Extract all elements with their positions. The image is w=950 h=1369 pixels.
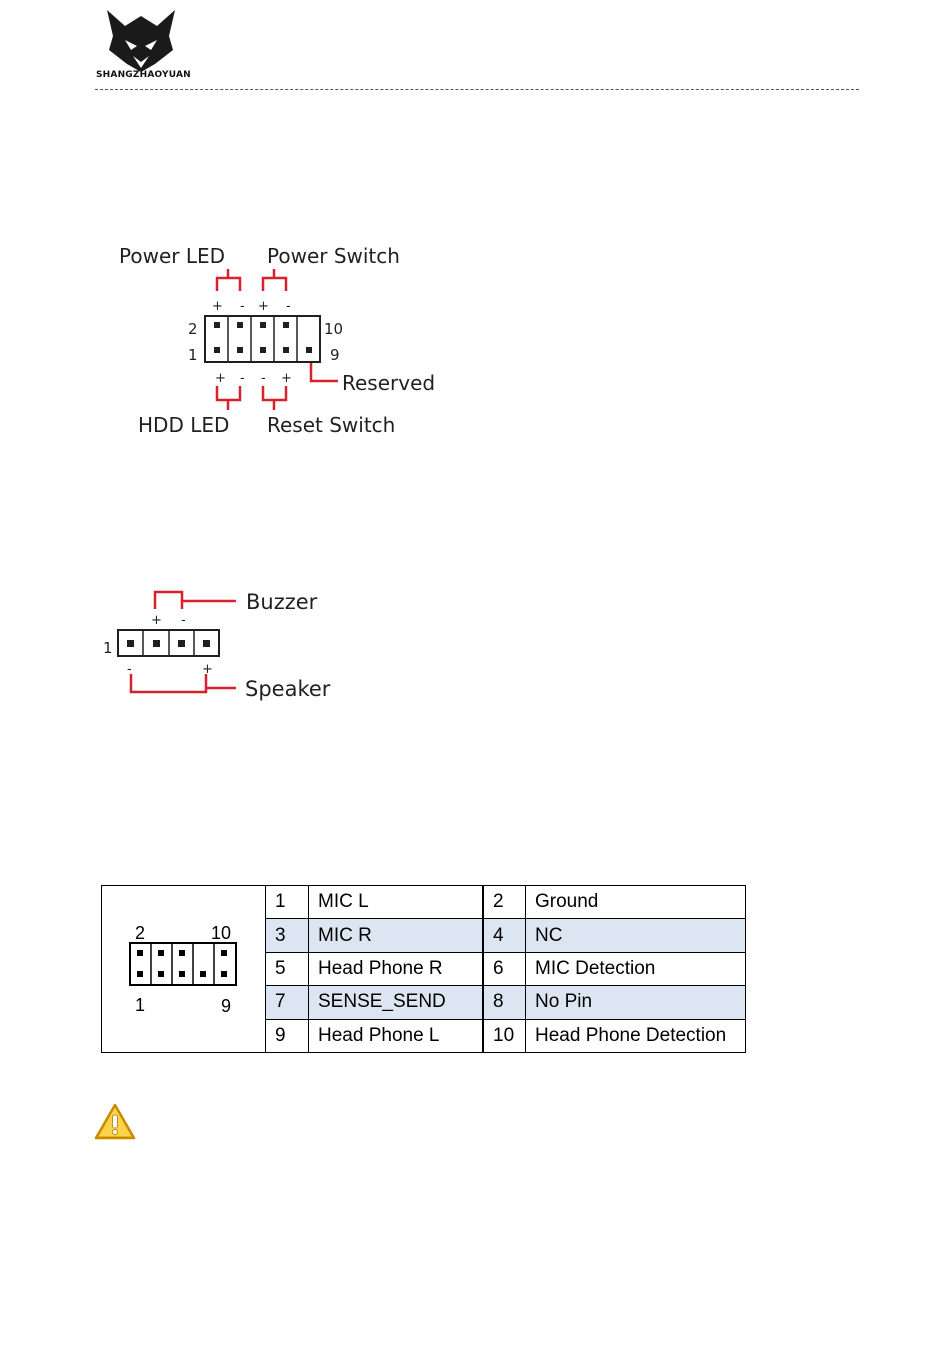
- header-divider: [95, 89, 859, 90]
- polarity-plus: +: [151, 613, 162, 628]
- power-led-label: Power LED: [119, 244, 226, 268]
- power-switch-label: Power Switch: [267, 244, 400, 268]
- table-row: [102, 886, 746, 919]
- pin-signal: MIC L: [309, 886, 484, 919]
- pin-number-1: 1: [103, 639, 113, 657]
- diagram-pin-2: 2: [135, 923, 146, 943]
- brand-name: SHANGZHAOYUAN: [96, 70, 191, 80]
- audio-pin-table: [101, 885, 746, 1053]
- pin-signal: Ground: [526, 886, 746, 919]
- pin-number: 5: [266, 952, 309, 985]
- pin-signal: Head Phone Detection: [526, 1019, 746, 1052]
- pin-signal: MIC Detection: [526, 952, 746, 985]
- reserved-label: Reserved: [342, 371, 436, 395]
- hdd-led-label: HDD LED: [138, 413, 230, 437]
- polarity-minus: -: [261, 371, 266, 386]
- audio-header-diagram-cell: [102, 886, 266, 1053]
- pin-number: 8: [483, 986, 526, 1019]
- pin-signal: Head Phone R: [309, 952, 484, 985]
- pin-signal: Head Phone L: [309, 1019, 484, 1052]
- pin-number: 4: [483, 919, 526, 952]
- pin-number: 1: [266, 886, 309, 919]
- buzzer-speaker-diagram: [98, 584, 358, 708]
- pin-number-2: 2: [188, 320, 198, 338]
- pin-signal: MIC R: [309, 919, 484, 952]
- pin-number: 10: [483, 1019, 526, 1052]
- diagram-pin-10: 10: [211, 923, 232, 943]
- buzzer-label: Buzzer: [246, 590, 318, 614]
- pin-number: 6: [483, 952, 526, 985]
- pin-number: 3: [266, 919, 309, 952]
- pin-number: 9: [266, 1019, 309, 1052]
- polarity-plus: +: [215, 371, 226, 386]
- polarity-minus: -: [181, 613, 186, 628]
- front-panel-diagram: [110, 236, 450, 442]
- polarity-minus: -: [286, 299, 291, 314]
- polarity-minus: -: [240, 371, 245, 386]
- pin-number-1: 1: [188, 346, 198, 364]
- polarity-minus: -: [240, 299, 245, 314]
- pin-signal: NC: [526, 919, 746, 952]
- pin-number-9: 9: [330, 346, 340, 364]
- pin-signal: SENSE_SEND: [309, 986, 484, 1019]
- diagram-pin-9: 9: [221, 996, 232, 1016]
- audio-header-diagram: [102, 886, 265, 1046]
- warning-icon: [94, 1103, 136, 1141]
- pin-number: 7: [266, 986, 309, 1019]
- pin-signal: No Pin: [526, 986, 746, 1019]
- polarity-minus: -: [127, 662, 132, 677]
- polarity-plus: +: [212, 299, 223, 314]
- polarity-plus: +: [258, 299, 269, 314]
- polarity-plus: +: [202, 662, 213, 677]
- speaker-label: Speaker: [245, 677, 331, 701]
- polarity-plus: +: [281, 371, 292, 386]
- diagram-pin-1: 1: [135, 995, 146, 1015]
- pin-number-10: 10: [324, 320, 344, 338]
- pin-number: 2: [483, 886, 526, 919]
- reset-switch-label: Reset Switch: [267, 413, 396, 437]
